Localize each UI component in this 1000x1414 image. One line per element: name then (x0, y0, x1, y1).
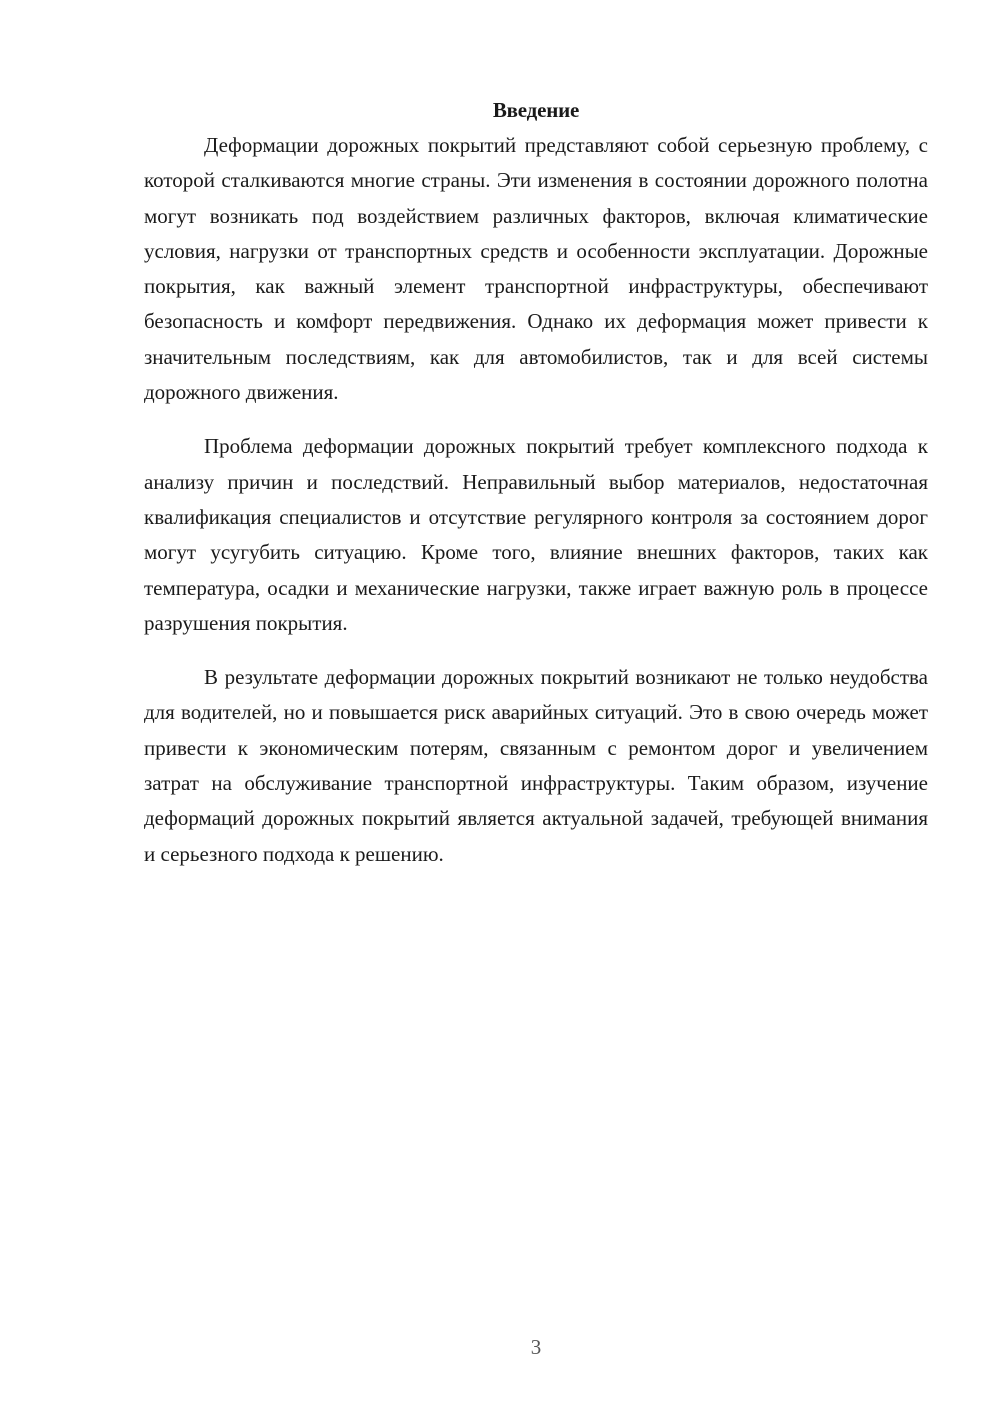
page-content (144, 93, 928, 872)
paragraph-2: Проблема деформации дорожных покрытий требует комплексного подхода к анализу причин и последствий. Неправильный выбор материалов, недостаточная квалификация специалистов и отсутствие регулярного контроля за состоянием дорог могут усугубить ситуацию. Кроме того, влияние внешних факторов, таких как температура, осадки и механические нагрузки, также играет важную роль в процессе разрушения покрытия. (144, 434, 928, 635)
page-number: 3 (530, 1335, 542, 1359)
section-title: Введение (492, 98, 580, 122)
paragraph-1: Деформации дорожных покрытий представляют собой серьезную проблему, с которой сталкиваются многие страны. Эти изменения в состоянии дорожного полотна могут возникать под воздействием различных факторов, включая климатические условия, нагрузки от транспортных средств и особенности эксплуатации. Дорожные покрытия, как важный элемент транспортной инфраструктуры, обеспечивают безопасность и комфорт передвижения. Однако их деформация может привести к значительным последствиям, как для автомобилистов, так и для всей системы дорожного движения. (144, 133, 928, 405)
paragraph-3: В результате деформации дорожных покрытий возникают не только неудобства для водителей, но и повышается риск аварийных ситуаций. Это в свою очередь может привести к экономическим потерям, связанным с ремонтом дорог и увеличением затрат на обслуживание транспортной инфраструктуры. Таким образом, изучение деформаций дорожных покрытий является актуальной задачей, требующей внимания и серьезного подхода к решению. (144, 665, 928, 866)
